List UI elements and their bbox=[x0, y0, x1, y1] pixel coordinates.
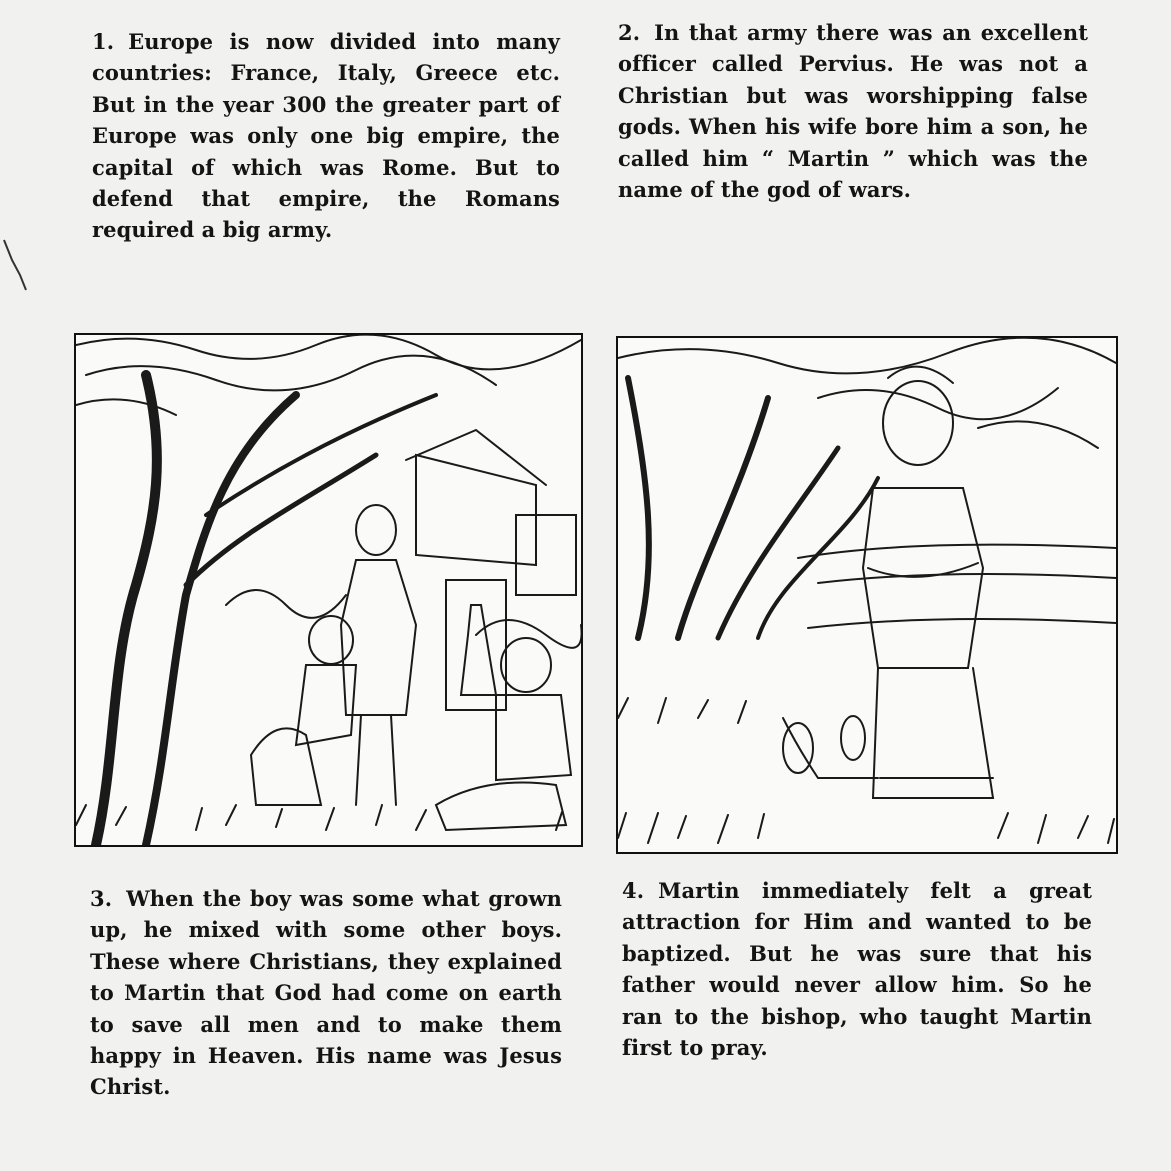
caption-2 bbox=[618, 17, 1088, 205]
caption-number: 3. bbox=[90, 886, 113, 911]
caption-text: When the boy was some what grown up, he mixed with some other boys. These where Christians, they explained to Martin that God had come on earth to save all men and to make them happy in Heaven. His name was Jesus Christ. bbox=[90, 886, 562, 1100]
caption-3 bbox=[90, 883, 562, 1103]
caption-1 bbox=[92, 26, 560, 246]
caption-4 bbox=[622, 875, 1092, 1063]
caption-text: Europe is now divided into many countries: France, Italy, Greece etc. But in the year 300 the greater part of Europe was only one big empire, the capital of which was Rome. But to defend that empire, the Romans required a big army. bbox=[92, 29, 560, 243]
illustration-boy-praying bbox=[616, 336, 1118, 854]
caption-number: 2. bbox=[618, 20, 641, 45]
scan-edge-mark bbox=[0, 235, 30, 295]
caption-text: Martin immediately felt a great attraction for Him and wanted to be baptized. But he was sure that his father would never allow him. So he ran to the bishop, who taught Martin first to pray. bbox=[622, 878, 1092, 1061]
caption-text: In that army there was an excellent officer called Pervius. He was not a Christian but was worshipping false gods. When his wife bore him a son, he called him “ Martin ” which was the name of the god of wars. bbox=[618, 20, 1088, 203]
caption-number: 1. bbox=[92, 29, 115, 54]
illustration-boys-with-picture bbox=[74, 333, 583, 847]
caption-number: 4. bbox=[622, 878, 645, 903]
